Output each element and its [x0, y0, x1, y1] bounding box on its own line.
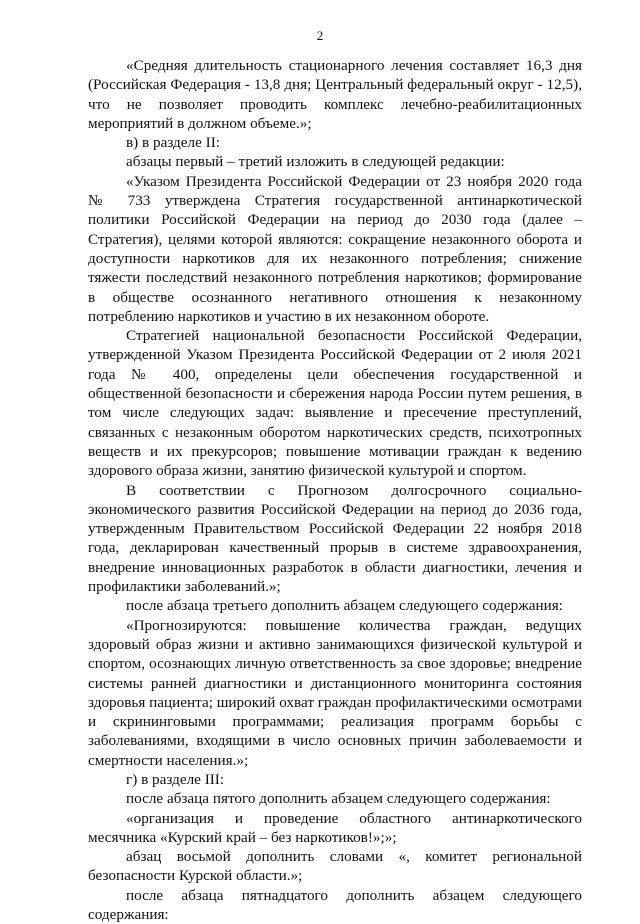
- paragraph: после абзаца пятого дополнить абзацем следующего содержания:: [126, 790, 551, 808]
- paragraph: «Прогнозируются: повышение количества граждан, ведущих здоровый образ жизни и активно занимающихся физической культурой и спортом, осознающих личную ответственность за свое здоровье; внедрение системы ранней диагностики и дистанционного мониторинга состояния здоровья пациента; широкий охват граждан профилактическими осмотрами и скрининговыми программами; реализация программ борьбы с заболеваниями, входящими в число основных причин заболеваемости и смертности населения.»;: [88, 616, 582, 769]
- paragraph: Стратегией национальной безопасности Российской Федерации, утвержденной Указом Президента Российской Федерации от 2 июля 2021 года № 400, определены цели обеспечения государственной и общественной безопасности и сбережения народа России путем решения, в том числе следующих задач: выявление и пресечение преступлений, связанных с незаконным оборотом наркотических средств, психотропных веществ и их прекурсоров; повышение мотивации граждан к ведению здорового образа жизни, занятию физической культурой и спортом.: [88, 327, 582, 480]
- paragraph: г) в разделе III:: [126, 770, 225, 788]
- paragraph: В соответствии с Прогнозом долгосрочного социально-экономического развития Российской Федерации на период до 2036 года, утвержденным Правительством Российской Федерации 22 ноября 2018 года, декларирован качественный прорыв в системе здравоохранения, внедрение инновационных разработок в области диагностики, лечения и профилактики заболеваний.»;: [88, 481, 582, 596]
- paragraph: «организация и проведение областного антинаркотического месячника «Курский край – без наркотиков!»;»;: [88, 809, 582, 846]
- paragraph: после абзаца третьего дополнить абзацем следующего содержания:: [126, 597, 563, 615]
- paragraph: «Указом Президента Российской Федерации от 23 ноября 2020 года № 733 утверждена Стратегия государственной антинаркотической политики Российской Федерации на период до 2030 года (далее – Стратегия), целями которой являются: сокращение незаконного оборота и доступности наркотиков для их незаконного потребления; снижение тяжести последствий незаконного потребления наркотиков; формирование в обществе осознанного негативного отношения к незаконному потреблению наркотиков и участию в их незаконном обороте.: [88, 172, 582, 325]
- paragraph: после абзаца пятнадцатого дополнить абзацем следующего содержания:: [88, 886, 582, 924]
- paragraph: абзац восьмой дополнить словами «, комитет региональной безопасности Курской области.»;: [88, 848, 582, 885]
- paragraph: в) в разделе II:: [126, 134, 220, 152]
- paragraph: «Средняя длительность стационарного лечения составляет 16,3 дня (Российская Федерация - 13,8 дня; Центральный федеральный округ - 12,5), что не позволяет проводить комплекс лечебно-реабилитационных мероприятий в должном объеме.»;: [88, 57, 582, 132]
- paragraph: абзацы первый – третий изложить в следующей редакции:: [126, 153, 505, 171]
- page-number: 2: [316, 28, 324, 43]
- document-body: [88, 56, 582, 924]
